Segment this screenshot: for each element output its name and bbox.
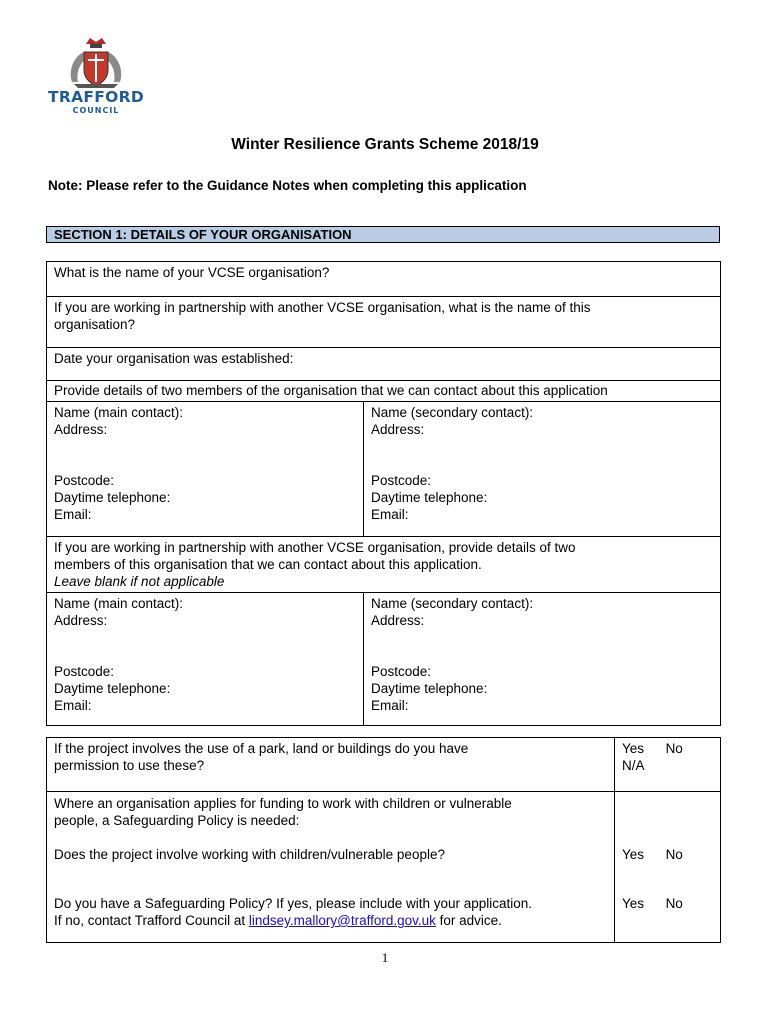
postcode-label: Postcode: [371, 473, 432, 488]
established-date-question: Date your organisation was established: [54, 351, 294, 366]
permission-question-cell [47, 738, 615, 792]
email-label: Email: [371, 507, 409, 522]
partner-org-question-line1: If you are working in partnership with another VCSE organisation, what is the name of this [54, 300, 591, 315]
partner-main-contact-cell[interactable] [47, 593, 364, 726]
permission-question-line2: permission to use these? [54, 758, 205, 773]
main-contact-label: Name (main contact): [54, 405, 184, 420]
telephone-label: Daytime telephone: [54, 490, 171, 505]
contact-email-link[interactable]: lindsey.mallory@trafford.gov.uk [248, 913, 436, 928]
email-label: Email: [371, 698, 409, 713]
safeguarding-intro-line1: Where an organisation applies for funding to work with children or vulnerable [54, 796, 512, 811]
safeguarding-intro-line2: people, a Safeguarding Policy is needed: [54, 813, 300, 828]
permission-answer-cell [615, 738, 721, 792]
policy-question-line1: Do you have a Safeguarding Policy? If yes, please include with your application. [54, 896, 533, 911]
secondary-contact-label: Name (secondary contact): [371, 596, 534, 611]
leave-blank-note: Leave blank if not applicable [54, 574, 225, 589]
logo-subtitle: COUNCIL [72, 106, 120, 115]
org-name-question: What is the name of your VCSE organisation? [54, 265, 330, 280]
no-option[interactable]: No [665, 741, 683, 756]
partner-contacts-heading-cell [47, 537, 721, 593]
policy-no-option[interactable]: No [665, 896, 683, 911]
telephone-label: Daytime telephone: [371, 490, 488, 505]
permission-question-line1: If the project involves the use of a park, land or buildings do you have [54, 741, 469, 756]
secondary-contact-label: Name (secondary contact): [371, 405, 534, 420]
contacts-question: Provide details of two members of the organisation that we can contact about this application [54, 383, 608, 398]
telephone-label: Daytime telephone: [371, 681, 488, 696]
logo-wordmark: TRAFFORD [47, 88, 145, 106]
email-label: Email: [54, 507, 92, 522]
na-option[interactable]: N/A [622, 758, 645, 773]
children-no-option[interactable]: No [665, 847, 683, 862]
page-number: 1 [381, 950, 389, 965]
postcode-label: Postcode: [54, 473, 115, 488]
contacts-heading-cell [47, 381, 721, 402]
section-title: SECTION 1: DETAILS OF YOUR ORGANISATION [54, 227, 352, 242]
safeguarding-answer-cell [615, 792, 721, 943]
address-label: Address: [54, 422, 108, 437]
email-label: Email: [54, 698, 92, 713]
policy-question-line2-post: for advice. [435, 913, 502, 928]
partner-contacts-question-line2: members of this organisation that we can contact about this application. [54, 557, 482, 572]
project-questions-table [46, 737, 721, 943]
organisation-details-table [46, 261, 721, 726]
safeguarding-question-cell [47, 792, 615, 943]
established-date-field[interactable] [47, 348, 721, 381]
address-label: Address: [371, 613, 425, 628]
children-question: Does the project involve working with children/vulnerable people? [54, 847, 445, 862]
policy-yes-option[interactable]: Yes [622, 896, 645, 911]
address-label: Address: [54, 613, 108, 628]
guidance-note: Note: Please refer to the Guidance Notes when completing this application [48, 178, 527, 193]
address-label: Address: [371, 422, 425, 437]
org-name-field[interactable] [47, 262, 721, 297]
postcode-label: Postcode: [54, 664, 115, 679]
postcode-label: Postcode: [371, 664, 432, 679]
main-contact-label: Name (main contact): [54, 596, 184, 611]
partner-org-name-field[interactable] [47, 297, 721, 348]
children-yes-option[interactable]: Yes [622, 847, 645, 862]
secondary-contact-cell[interactable] [364, 402, 721, 537]
partner-contacts-question-line1: If you are working in partnership with another VCSE organisation, provide details of two [54, 540, 576, 555]
yes-option[interactable]: Yes [622, 741, 645, 756]
policy-question-line2-pre: If no, contact Trafford Council at [54, 913, 249, 928]
main-contact-cell[interactable] [47, 402, 364, 537]
partner-org-question-line2: organisation? [54, 317, 136, 332]
telephone-label: Daytime telephone: [54, 681, 171, 696]
document-title: Winter Resilience Grants Scheme 2018/19 [231, 136, 539, 153]
partner-secondary-contact-cell[interactable] [364, 593, 721, 726]
